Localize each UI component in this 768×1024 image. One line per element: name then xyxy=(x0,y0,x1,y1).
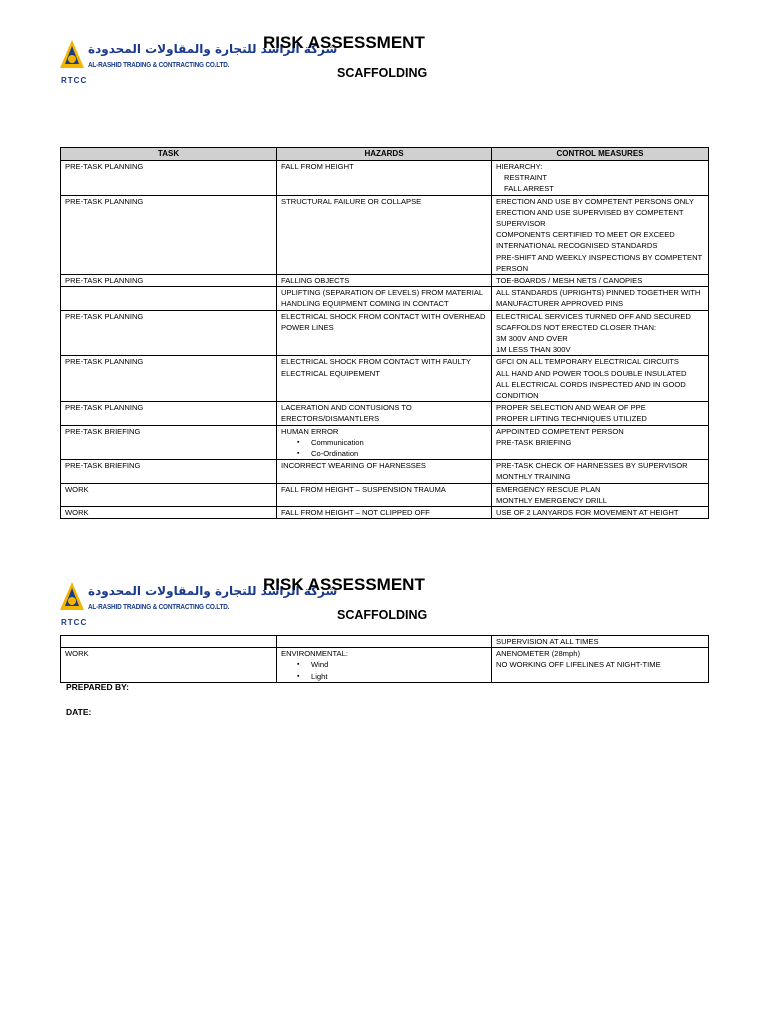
task-text: WORK xyxy=(65,649,89,659)
hazard-cell xyxy=(277,195,492,274)
table-row xyxy=(61,402,709,425)
task-text: PRE-TASK PLANNING xyxy=(65,403,144,413)
control-measure-text: ALL STANDARDS (UPRIGHTS) PINNED TOGETHER WITH xyxy=(496,288,701,298)
hazard-cell xyxy=(277,161,492,196)
task-cell xyxy=(61,195,277,274)
task-cell xyxy=(61,310,277,356)
control-measure-cell xyxy=(492,636,709,648)
control-measure-text: PRE-SHIFT AND WEEKLY INSPECTIONS BY COMPETENT xyxy=(496,252,703,262)
hazard-cell xyxy=(277,310,492,356)
hazard-cell xyxy=(277,425,492,460)
control-measure-text: HIERARCHY: xyxy=(496,162,543,171)
hazard-cell xyxy=(277,483,492,506)
control-measure-text: ALL HAND AND POWER TOOLS DOUBLE INSULATED xyxy=(496,368,687,378)
control-measure-text: 3M 300V AND OVER xyxy=(496,334,568,344)
hazard-cell xyxy=(277,636,492,648)
task-cell xyxy=(61,287,277,310)
task-cell xyxy=(61,402,277,425)
hazard-text: FALLING OBJECTS xyxy=(281,276,350,286)
page-2 xyxy=(0,520,768,1024)
control-measure-text: MANUFACTURER APPROVED PINS xyxy=(496,299,624,309)
control-measure-text: ELECTRICAL SERVICES TURNED OFF AND SECURED xyxy=(496,311,691,321)
hazard-text: UPLIFTING (SEPARATION OF LEVELS) FROM MATERIAL xyxy=(281,288,484,298)
table-row xyxy=(61,195,709,274)
hazard-text: ENVIRONMENTAL: xyxy=(281,649,348,659)
hazard-text: ELECTRICAL SHOCK FROM CONTACT WITH OVERHEAD xyxy=(281,311,486,321)
hazard-cell xyxy=(277,287,492,310)
hazard-bullet-item: ▪ Light xyxy=(281,671,487,682)
task-cell xyxy=(61,483,277,506)
table-row xyxy=(61,310,709,356)
control-measure-text: PRE-TASK BRIEFING xyxy=(496,437,572,447)
hazard-text: LACERATION AND CONTUSIONS TO xyxy=(281,403,412,413)
header-control-measures: CONTROL MEASURES xyxy=(492,148,709,161)
control-measure-cell xyxy=(492,195,709,274)
page-subtitle: SCAFFOLDING xyxy=(337,608,428,622)
hazard-text: FALL FROM HEIGHT xyxy=(281,162,354,171)
header-task: TASK xyxy=(61,148,277,161)
control-measure-text: APPOINTED COMPETENT PERSON xyxy=(496,426,624,436)
hazard-cell xyxy=(277,402,492,425)
task-cell xyxy=(61,460,277,483)
hazard-cell xyxy=(277,507,492,519)
hazard-text: INCORRECT WEARING OF HARNESSES xyxy=(281,461,427,471)
control-measure-cell xyxy=(492,275,709,287)
task-cell xyxy=(61,648,277,683)
control-measure-cell xyxy=(492,507,709,519)
task-text: WORK xyxy=(65,484,89,494)
company-logo xyxy=(58,38,338,94)
task-cell xyxy=(61,356,277,402)
control-measure-text: FALL ARREST xyxy=(504,184,554,194)
hazard-cell xyxy=(277,356,492,402)
control-measure-text: PROPER SELECTION AND WEAR OF PPE xyxy=(496,403,646,413)
hazard-cell xyxy=(277,460,492,483)
hazard-text: FALL FROM HEIGHT – NOT CLIPPED OFF xyxy=(281,508,430,518)
hazard-text: ELECTRICAL EQUIPEMENT xyxy=(281,368,380,378)
control-measure-text: SUPERVISION AT ALL TIMES xyxy=(496,637,599,646)
date-label: DATE: xyxy=(66,707,92,717)
control-measure-text: MONTHLY EMERGENCY DRILL xyxy=(496,495,607,505)
hazard-text: HANDLING EQUIPMENT COMING IN CONTACT xyxy=(281,299,449,309)
page-subtitle: SCAFFOLDING xyxy=(337,66,428,80)
control-measure-text: MONTHLY TRAINING xyxy=(496,472,571,482)
control-measure-text: RESTRAINT xyxy=(504,173,548,183)
task-cell xyxy=(61,507,277,519)
control-measure-text: NO WORKING OFF LIFELINES AT NIGHT-TIME xyxy=(496,660,661,670)
table-row xyxy=(61,287,709,310)
table-row xyxy=(61,460,709,483)
company-logo xyxy=(58,580,338,636)
hazard-cell xyxy=(277,648,492,683)
control-measure-cell xyxy=(492,425,709,460)
control-measure-text: CONDITION xyxy=(496,391,539,401)
control-measure-text: PROPER LIFTING TECHNIQUES UTILIZED xyxy=(496,414,647,424)
task-cell xyxy=(61,425,277,460)
control-measure-text: 1M LESS THAN 300V xyxy=(496,345,571,355)
hazard-text: HUMAN ERROR xyxy=(281,426,339,436)
header-hazards: HAZARDS xyxy=(277,148,492,161)
task-text: PRE-TASK PLANNING xyxy=(65,162,144,171)
table-row xyxy=(61,483,709,506)
task-cell xyxy=(61,636,277,648)
control-measure-cell xyxy=(492,483,709,506)
table-row xyxy=(61,636,709,648)
table-row xyxy=(61,507,709,519)
task-text: PRE-TASK BRIEFING xyxy=(65,461,141,471)
control-measure-text: PERSON xyxy=(496,263,529,273)
hazard-cell xyxy=(277,275,492,287)
hazard-bullet-item: ▪ Communication xyxy=(281,437,487,448)
table-row xyxy=(61,356,709,402)
control-measure-text: GFCI ON ALL TEMPORARY ELECTRICAL CIRCUITS xyxy=(496,357,679,367)
control-measure-text: ERECTION AND USE BY COMPETENT PERSONS ONLY xyxy=(496,196,694,206)
hazard-text: POWER LINES xyxy=(281,322,334,332)
task-text: PRE-TASK BRIEFING xyxy=(65,426,141,436)
control-measure-cell xyxy=(492,648,709,683)
prepared-by-label: PREPARED BY: xyxy=(66,682,129,692)
control-measure-cell xyxy=(492,356,709,402)
logo-abbrev: RTCC xyxy=(61,618,88,627)
page-title: RISK ASSESSMENT xyxy=(263,575,425,594)
control-measure-text: SCAFFOLDS NOT ERECTED CLOSER THAN: xyxy=(496,322,657,332)
control-measure-text: SUPERVISOR xyxy=(496,219,546,229)
hazard-text: FALL FROM HEIGHT – SUSPENSION TRAUMA xyxy=(281,484,446,494)
control-measure-text: PRE-TASK CHECK OF HARNESSES BY SUPERVISOR xyxy=(496,461,688,471)
task-text: PRE-TASK PLANNING xyxy=(65,196,144,206)
logo-arabic-text: شركة الراشد للتجارة والمقاولات المحدودة xyxy=(88,584,338,598)
control-measure-text: USE OF 2 LANYARDS FOR MOVEMENT AT HEIGHT xyxy=(496,508,679,518)
control-measure-cell xyxy=(492,287,709,310)
control-measure-text: ANENOMETER (28mph) xyxy=(496,649,580,659)
logo-arabic-text: شركة الراشد للتجارة والمقاولات المحدودة xyxy=(88,42,338,56)
task-cell xyxy=(61,161,277,196)
task-cell xyxy=(61,275,277,287)
control-measure-text: EMERGENCY RESCUE PLAN xyxy=(496,484,601,494)
page-title: RISK ASSESSMENT xyxy=(263,33,425,52)
control-measure-text: INTERNATIONAL RECOGNISED STANDARDS xyxy=(496,241,658,251)
task-text: WORK xyxy=(65,508,89,518)
logo-abbrev: RTCC xyxy=(61,76,88,85)
hazard-bullet-item: ▪ Co-Ordination xyxy=(281,448,487,459)
risk-table-continued xyxy=(60,635,709,683)
control-measure-text: COMPONENTS CERTIFIED TO MEET OR EXCEED xyxy=(496,230,675,240)
logo-english-text: AL-RASHID TRADING & CONTRACTING CO.LTD. xyxy=(88,602,230,611)
task-text: PRE-TASK PLANNING xyxy=(65,357,144,367)
task-text: PRE-TASK PLANNING xyxy=(65,311,144,321)
hazard-text: STRUCTURAL FAILURE OR COLLAPSE xyxy=(281,196,422,206)
logo-english-text: AL-RASHID TRADING & CONTRACTING CO.LTD. xyxy=(88,60,230,69)
control-measure-text: ERECTION AND USE SUPERVISED BY COMPETENT xyxy=(496,207,684,217)
table-row xyxy=(61,161,709,196)
control-measure-cell xyxy=(492,310,709,356)
control-measure-cell xyxy=(492,460,709,483)
table-row xyxy=(61,648,709,683)
task-text: PRE-TASK PLANNING xyxy=(65,276,144,286)
hazard-text: ELECTRICAL SHOCK FROM CONTACT WITH FAULTY xyxy=(281,357,471,367)
risk-table xyxy=(60,147,709,519)
control-measure-text: ALL ELECTRICAL CORDS INSPECTED AND IN GOOD xyxy=(496,379,686,389)
hazard-bullet-item: ▪ Wind xyxy=(281,659,487,670)
table-row xyxy=(61,275,709,287)
hazard-text: ERECTORS/DISMANTLERS xyxy=(281,414,380,424)
table-row xyxy=(61,425,709,460)
control-measure-cell xyxy=(492,402,709,425)
control-measure-text: TOE-BOARDS / MESH NETS / CANOPIES xyxy=(496,276,643,286)
table-header-row xyxy=(61,148,709,161)
control-measure-cell xyxy=(492,161,709,196)
